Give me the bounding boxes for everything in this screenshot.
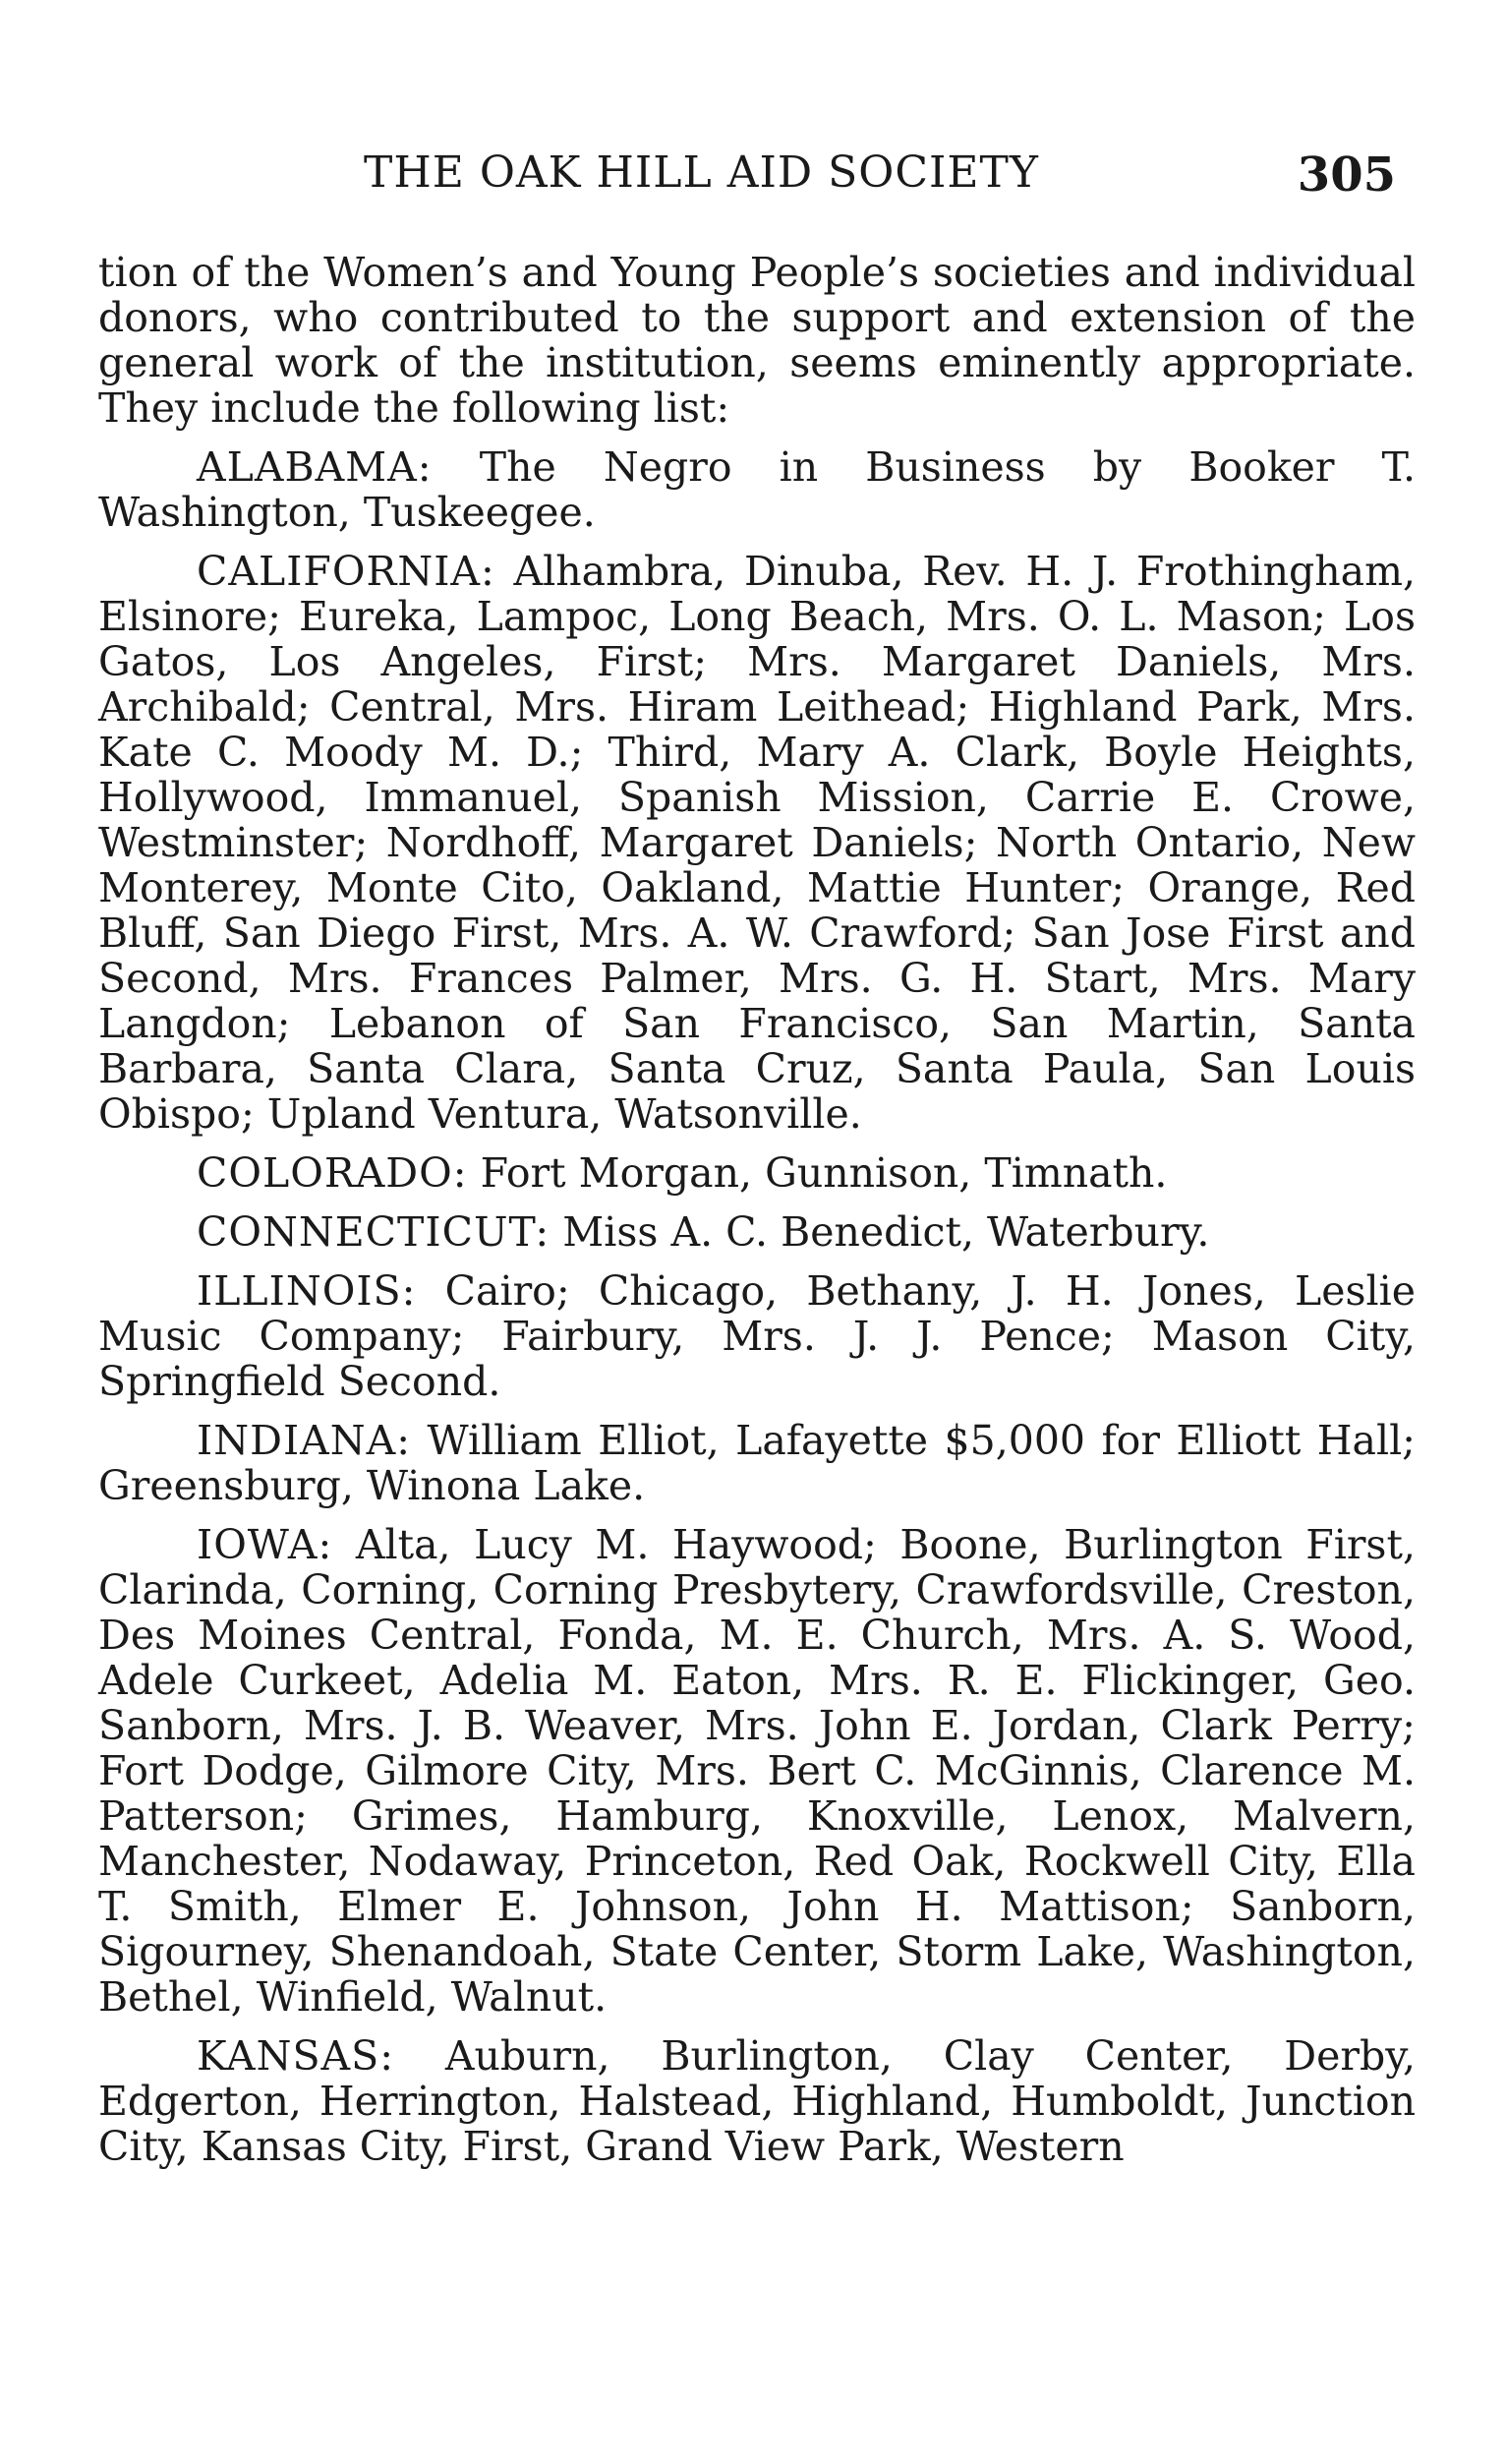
entry-text: The Negro in Business by Booker T. Washington, Tuskeegee. — [98, 443, 1416, 536]
entry-connecticut — [98, 1209, 1416, 1255]
state-name: CALIFORNIA: — [197, 548, 495, 595]
body-text — [98, 250, 1416, 2169]
running-head — [98, 147, 1416, 216]
entry-california — [98, 549, 1416, 1137]
entry-text: Fort Morgan, Gunnison, Timnath. — [480, 1149, 1168, 1197]
entry-kansas — [98, 2033, 1416, 2169]
running-title: THE OAK HILL AID SOCIETY — [364, 147, 1039, 198]
entry-colorado — [98, 1150, 1416, 1196]
state-name: ALABAMA: — [197, 443, 433, 491]
entry-text: Cairo; Chicago, Bethany, J. H. Jones, Leslie Music Company; Fairbury, Mrs. J. J. Pence; Mason City, Springfield Second. — [98, 1267, 1416, 1405]
state-name: CONNECTICUT: — [197, 1208, 550, 1256]
entry-text: Miss A. C. Benedict, Waterbury. — [562, 1208, 1210, 1256]
state-name: KANSAS: — [197, 2032, 395, 2080]
entry-text: William Elliot, Lafayette $5,000 for Elliott Hall; Greensburg, Winona Lake. — [98, 1417, 1416, 1509]
entry-illinois — [98, 1268, 1416, 1404]
state-name: COLORADO: — [197, 1149, 468, 1197]
entry-alabama — [98, 444, 1416, 535]
book-page — [98, 147, 1416, 2169]
entry-text: Alhambra, Dinuba, Rev. H. J. Frothingham, Elsinore; Eureka, Lampoc, Long Beach, Mrs. O. L. Mason; Los Gatos, Los Angeles, First; Mrs. Margaret Daniels, Mrs. Archibald; Central, Mrs. Hiram Leithead; Highland Park, Mrs. Kate C. Moody M. D.; Third, Mary A. Clark, Boyle Heights, Hollywood, Immanuel, Spanish Mission, Carrie E. Crowe, Westminster; Nordhoff, Margaret Daniels; North Ontario, New Monterey, Monte Cito, Oakland, Mattie Hunter; Orange, Red Bluff, San Diego First, Mrs. A. W. Crawford; San Jose First and Second, Mrs. Frances Palmer, Mrs. G. H. Start, Mrs. Mary Langdon; Lebanon of San Francisco, San Martin, Santa Barbara, Santa Clara, Santa Cruz, Santa Paula, San Louis Obispo; Upland Ventura, Watsonville. — [98, 548, 1416, 1138]
entry-indiana — [98, 1418, 1416, 1508]
entry-iowa — [98, 1522, 1416, 2020]
page-number: 305 — [1297, 147, 1396, 203]
state-name: INDIANA: — [197, 1417, 412, 1464]
state-name: IOWA: — [197, 1521, 333, 1568]
intro-paragraph: tion of the Women’s and Young People’s societies and individual donors, who contributed to the support and extension of the general work of the institution, seems eminently appropriate. They include the following list: — [98, 249, 1416, 432]
state-name: ILLINOIS: — [197, 1267, 417, 1315]
entry-text: Auburn, Burlington, Clay Center, Derby, Edgerton, Herrington, Halstead, Highland, Humboldt, Junction City, Kansas City, First, Grand View Park, Western — [98, 2032, 1416, 2170]
entry-text: Alta, Lucy M. Haywood; Boone, Burlington First, Clarinda, Corning, Corning Presbytery, Crawfordsville, Creston, Des Moines Central, Fonda, M. E. Church, Mrs. A. S. Wood, Adele Curkeet, Adelia M. Eaton, Mrs. R. E. Flickinger, Geo. Sanborn, Mrs. J. B. Weaver, Mrs. John E. Jordan, Clark Perry; Fort Dodge, Gilmore City, Mrs. Bert C. McGinnis, Clarence M. Patterson; Grimes, Hamburg, Knoxville, Lenox, Malvern, Manchester, Nodaway, Princeton, Red Oak, Rockwell City, Ella T. Smith, Elmer E. Johnson, John H. Mattison; Sanborn, Sigourney, Shenandoah, State Center, Storm Lake, Washington, Bethel, Winfield, Walnut. — [98, 1521, 1416, 2021]
